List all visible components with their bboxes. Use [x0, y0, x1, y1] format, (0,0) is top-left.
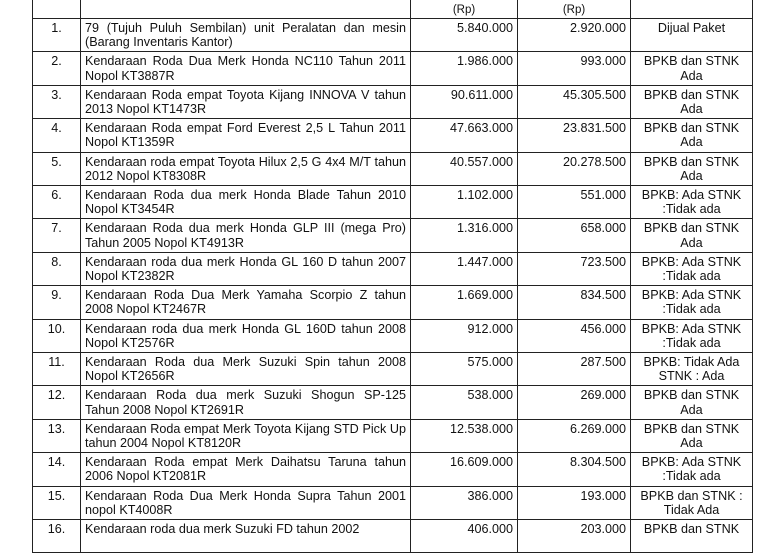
item-description-cell: Kendaraan Roda dua merk Suzuki Shogun SP-125 Tahun 2008 Nopol KT2691R: [81, 386, 411, 419]
item-description-cell: Kendaraan Roda Dua Merk Yamaha Scorpio Z tahun 2008 Nopol KT2467R: [81, 286, 411, 319]
row-number-cell: 1.: [33, 19, 81, 52]
row-number-cell: 7.: [33, 219, 81, 252]
row-number-cell: 8.: [33, 252, 81, 285]
item-description-cell: 79 (Tujuh Puluh Sembilan) unit Peralatan dan mesin (Barang Inventaris Kantor): [81, 19, 411, 52]
row-number-cell: 15.: [33, 486, 81, 519]
item-description-cell: Kendaraan Roda dua merk Honda GLP III (mega Pro) Tahun 2005 Nopol KT4913R: [81, 219, 411, 252]
row-number-cell: 9.: [33, 286, 81, 319]
item-limit-value-cell: 193.000: [518, 486, 631, 519]
item-value-cell: 40.557.000: [411, 152, 518, 185]
document-status-cell: BPKB dan STNK Ada: [631, 52, 753, 85]
item-value-cell: 1.669.000: [411, 286, 518, 319]
document-status-cell: BPKB dan STNK Ada: [631, 219, 753, 252]
table-row: [33, 286, 753, 319]
row-number-cell: 11.: [33, 353, 81, 386]
item-limit-value-cell: 834.500: [518, 286, 631, 319]
document-status-cell: BPKB: Tidak Ada STNK : Ada: [631, 353, 753, 386]
row-number-cell: 14.: [33, 453, 81, 486]
row-number-cell: 4.: [33, 119, 81, 152]
item-value-cell: 386.000: [411, 486, 518, 519]
asset-auction-table: [32, 0, 753, 553]
table-row: [33, 486, 753, 519]
row-number-cell: 13.: [33, 419, 81, 452]
item-limit-value-cell: 6.269.000: [518, 419, 631, 452]
item-value-cell: 1.316.000: [411, 219, 518, 252]
table-row: [33, 19, 753, 52]
document-status-cell: BPKB dan STNK Ada: [631, 419, 753, 452]
header-limit-unit: (Rp): [562, 3, 586, 16]
header-limit-cell: [518, 0, 631, 19]
header-value-unit: (Rp): [452, 3, 476, 16]
item-limit-value-cell: 993.000: [518, 52, 631, 85]
item-value-cell: 5.840.000: [411, 19, 518, 52]
header-description-cell: [81, 0, 411, 19]
item-description-cell: Kendaraan roda dua merk Honda GL 160 D tahun 2007 Nopol KT2382R: [81, 252, 411, 285]
row-number-cell: 2.: [33, 52, 81, 85]
item-value-cell: 1.986.000: [411, 52, 518, 85]
item-description-cell: Kendaraan roda dua merk Suzuki FD tahun 2002: [81, 520, 411, 553]
document-status-cell: BPKB dan STNK: [631, 520, 753, 553]
document-status-cell: BPKB dan STNK : Tidak Ada: [631, 486, 753, 519]
item-value-cell: 16.609.000: [411, 453, 518, 486]
row-number-cell: 5.: [33, 152, 81, 185]
document-status-cell: BPKB: Ada STNK :Tidak ada: [631, 286, 753, 319]
item-value-cell: 406.000: [411, 520, 518, 553]
document-status-cell: BPKB dan STNK Ada: [631, 152, 753, 185]
item-limit-value-cell: 287.500: [518, 353, 631, 386]
item-value-cell: 12.538.000: [411, 419, 518, 452]
item-limit-value-cell: 658.000: [518, 219, 631, 252]
item-limit-value-cell: 8.304.500: [518, 453, 631, 486]
table-row: [33, 453, 753, 486]
table-row: [33, 186, 753, 219]
table-row: [33, 386, 753, 419]
item-limit-value-cell: 456.000: [518, 319, 631, 352]
header-note-cell: [631, 0, 753, 19]
item-limit-value-cell: 723.500: [518, 252, 631, 285]
item-description-cell: Kendaraan Roda dua Merk Suzuki Spin tahun 2008 Nopol KT2656R: [81, 353, 411, 386]
document-status-cell: BPKB dan STNK Ada: [631, 85, 753, 118]
item-value-cell: 575.000: [411, 353, 518, 386]
item-limit-value-cell: 20.278.500: [518, 152, 631, 185]
item-description-cell: Kendaraan Roda dua merk Honda Blade Tahun 2010 Nopol KT3454R: [81, 186, 411, 219]
item-description-cell: Kendaraan Roda Dua Merk Honda Supra Tahun 2001 nopol KT4008R: [81, 486, 411, 519]
document-status-cell: BPKB dan STNK Ada: [631, 119, 753, 152]
item-value-cell: 912.000: [411, 319, 518, 352]
header-value-cell: [411, 0, 518, 19]
table-row: [33, 252, 753, 285]
header-number-cell: [33, 0, 81, 19]
item-description-cell: Kendaraan Roda empat Merk Daihatsu Taruna tahun 2006 Nopol KT2081R: [81, 453, 411, 486]
item-value-cell: 47.663.000: [411, 119, 518, 152]
row-number-cell: 6.: [33, 186, 81, 219]
item-value-cell: 1.447.000: [411, 252, 518, 285]
item-limit-value-cell: 203.000: [518, 520, 631, 553]
item-limit-value-cell: 269.000: [518, 386, 631, 419]
row-number-cell: 10.: [33, 319, 81, 352]
document-status-cell: BPKB: Ada STNK :Tidak ada: [631, 453, 753, 486]
item-description-cell: Kendaraan roda empat Toyota Hilux 2,5 G 4x4 M/T tahun 2012 Nopol KT8308R: [81, 152, 411, 185]
table-row: [33, 419, 753, 452]
item-description-cell: Kendaraan Roda empat Toyota Kijang INNOVA V tahun 2013 Nopol KT1473R: [81, 85, 411, 118]
row-number-cell: 3.: [33, 85, 81, 118]
item-value-cell: 90.611.000: [411, 85, 518, 118]
table-row: [33, 85, 753, 118]
row-number-cell: 12.: [33, 386, 81, 419]
table-row: [33, 520, 753, 553]
document-status-cell: BPKB dan STNK Ada: [631, 386, 753, 419]
item-description-cell: Kendaraan Roda empat Ford Everest 2,5 L Tahun 2011 Nopol KT1359R: [81, 119, 411, 152]
item-value-cell: 538.000: [411, 386, 518, 419]
row-number-cell: 16.: [33, 520, 81, 553]
item-description-cell: Kendaraan Roda empat Merk Toyota Kijang STD Pick Up tahun 2004 Nopol KT8120R: [81, 419, 411, 452]
table-row: [33, 152, 753, 185]
document-status-cell: BPKB: Ada STNK :Tidak ada: [631, 319, 753, 352]
document-status-cell: BPKB: Ada STNK :Tidak ada: [631, 186, 753, 219]
table-row: [33, 219, 753, 252]
item-description-cell: Kendaraan Roda Dua Merk Honda NC110 Tahun 2011 Nopol KT3887R: [81, 52, 411, 85]
document-status-cell: BPKB: Ada STNK :Tidak ada: [631, 252, 753, 285]
table-header-row: [33, 0, 753, 19]
item-limit-value-cell: 45.305.500: [518, 85, 631, 118]
item-value-cell: 1.102.000: [411, 186, 518, 219]
item-limit-value-cell: 23.831.500: [518, 119, 631, 152]
document-status-cell: Dijual Paket: [631, 19, 753, 52]
table-row: [33, 119, 753, 152]
table-row: [33, 319, 753, 352]
item-limit-value-cell: 2.920.000: [518, 19, 631, 52]
item-description-cell: Kendaraan roda dua merk Honda GL 160D tahun 2008 Nopol KT2576R: [81, 319, 411, 352]
item-limit-value-cell: 551.000: [518, 186, 631, 219]
table-row: [33, 353, 753, 386]
table-row: [33, 52, 753, 85]
